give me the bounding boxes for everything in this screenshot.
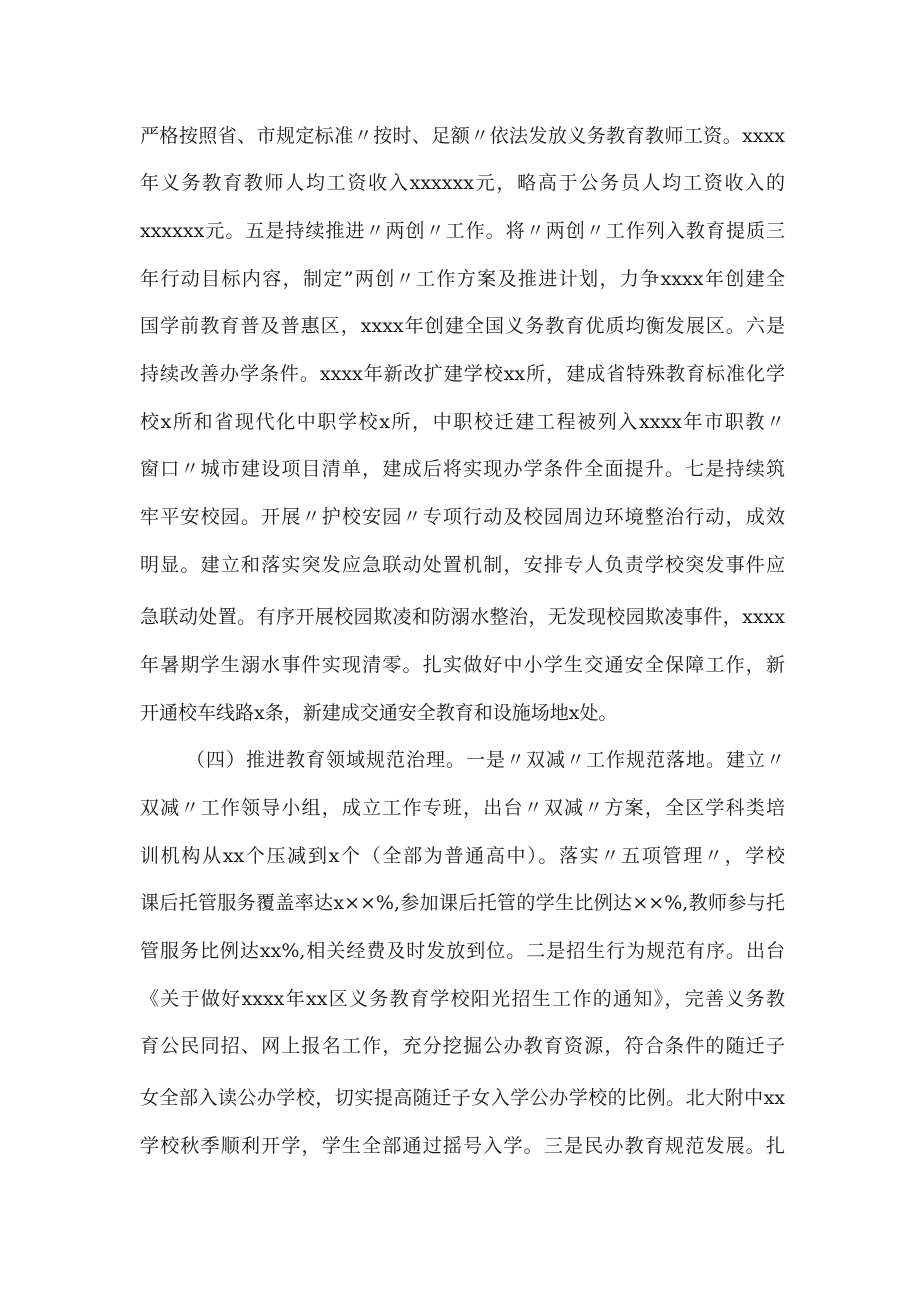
section-heading-line: （四）推进教育领域规范治理。一是〃双减〃工作规范落地。建立〃 xyxy=(186,749,785,771)
text-line: 年行动目标内容，制定”两创〃工作方案及推进计划，力争xxxx年创建全 xyxy=(140,268,785,290)
text-line: 《关于做好xxxx年xx区义务教育学校阳光招生工作的通知》，完善义务教 xyxy=(140,988,785,1010)
text-line: 国学前教育普及普惠区，xxxx年创建全国义务教育优质均衡发展区。六是 xyxy=(140,315,785,337)
text-line: 双减〃工作领导小组，成立工作专班，出台〃双减〃方案，全区学科类培 xyxy=(140,797,785,819)
text-line: 训机构从xx个压减到x个（全部为普通高中）。落实〃五项管理〃，学校 xyxy=(140,845,785,867)
text-line: 校x所和省现代化中职学校x所，中职校迁建工程被列入xxxx年市职教〃 xyxy=(140,411,785,433)
text-line: 持续改善办学条件。xxxx年新改扩建学校xx所，建成省特殊教育标准化学 xyxy=(140,363,785,385)
text-line: 急联动处置。有序开展校园欺凌和防溺水整治，无发现校园欺凌事件，xxxx xyxy=(140,606,785,628)
text-line: 学校秋季顺利开学，学生全部通过摇号入学。三是民办教育规范发展。扎 xyxy=(140,1135,785,1157)
text-line: 窗口〃城市建设项目清单，建成后将实现办学条件全面提升。七是持续筑 xyxy=(140,458,785,480)
text-line: xxxxxx元。五是持续推进〃两创〃工作。将〃两创〃工作列入教育提质三 xyxy=(140,220,785,242)
text-line: 女全部入读公办学校，切实提高随迁子女入学公办学校的比例。北大附中xx xyxy=(140,1087,785,1109)
text-line: 严格按照省、市规定标准〃按时、足额〃依法发放义务教育教师工资。xxxx xyxy=(140,125,785,147)
text-line: 管服务比例达xx%,相关经费及时发放到位。二是招生行为规范有序。出台 xyxy=(140,940,785,962)
text-line: 明显。建立和落实突发应急联动处置机制，安排专人负责学校突发事件应 xyxy=(140,554,785,576)
text-line: 年义务教育教师人均工资收入xxxxxx元，略高于公务员人均工资收入的 xyxy=(140,172,785,194)
paragraph-last-line: 开通校车线路x条，新建成交通安全教育和设施场地x处。 xyxy=(140,702,618,724)
text-line: 年暑期学生溺水事件实现清零。扎实做好中小学生交通安全保障工作，新 xyxy=(140,654,785,676)
text-line: 育公民同招、网上报名工作，充分挖掘公办教育资源，符合条件的随迁子 xyxy=(140,1035,785,1057)
text-line: 牢平安校园。开展〃护校安园〃专项行动及校园周边环境整治行动，成效 xyxy=(140,506,785,528)
text-line: 课后托管服务覆盖率达x××%,参加课后托管的学生比例达××%,教师参与托 xyxy=(140,892,785,914)
